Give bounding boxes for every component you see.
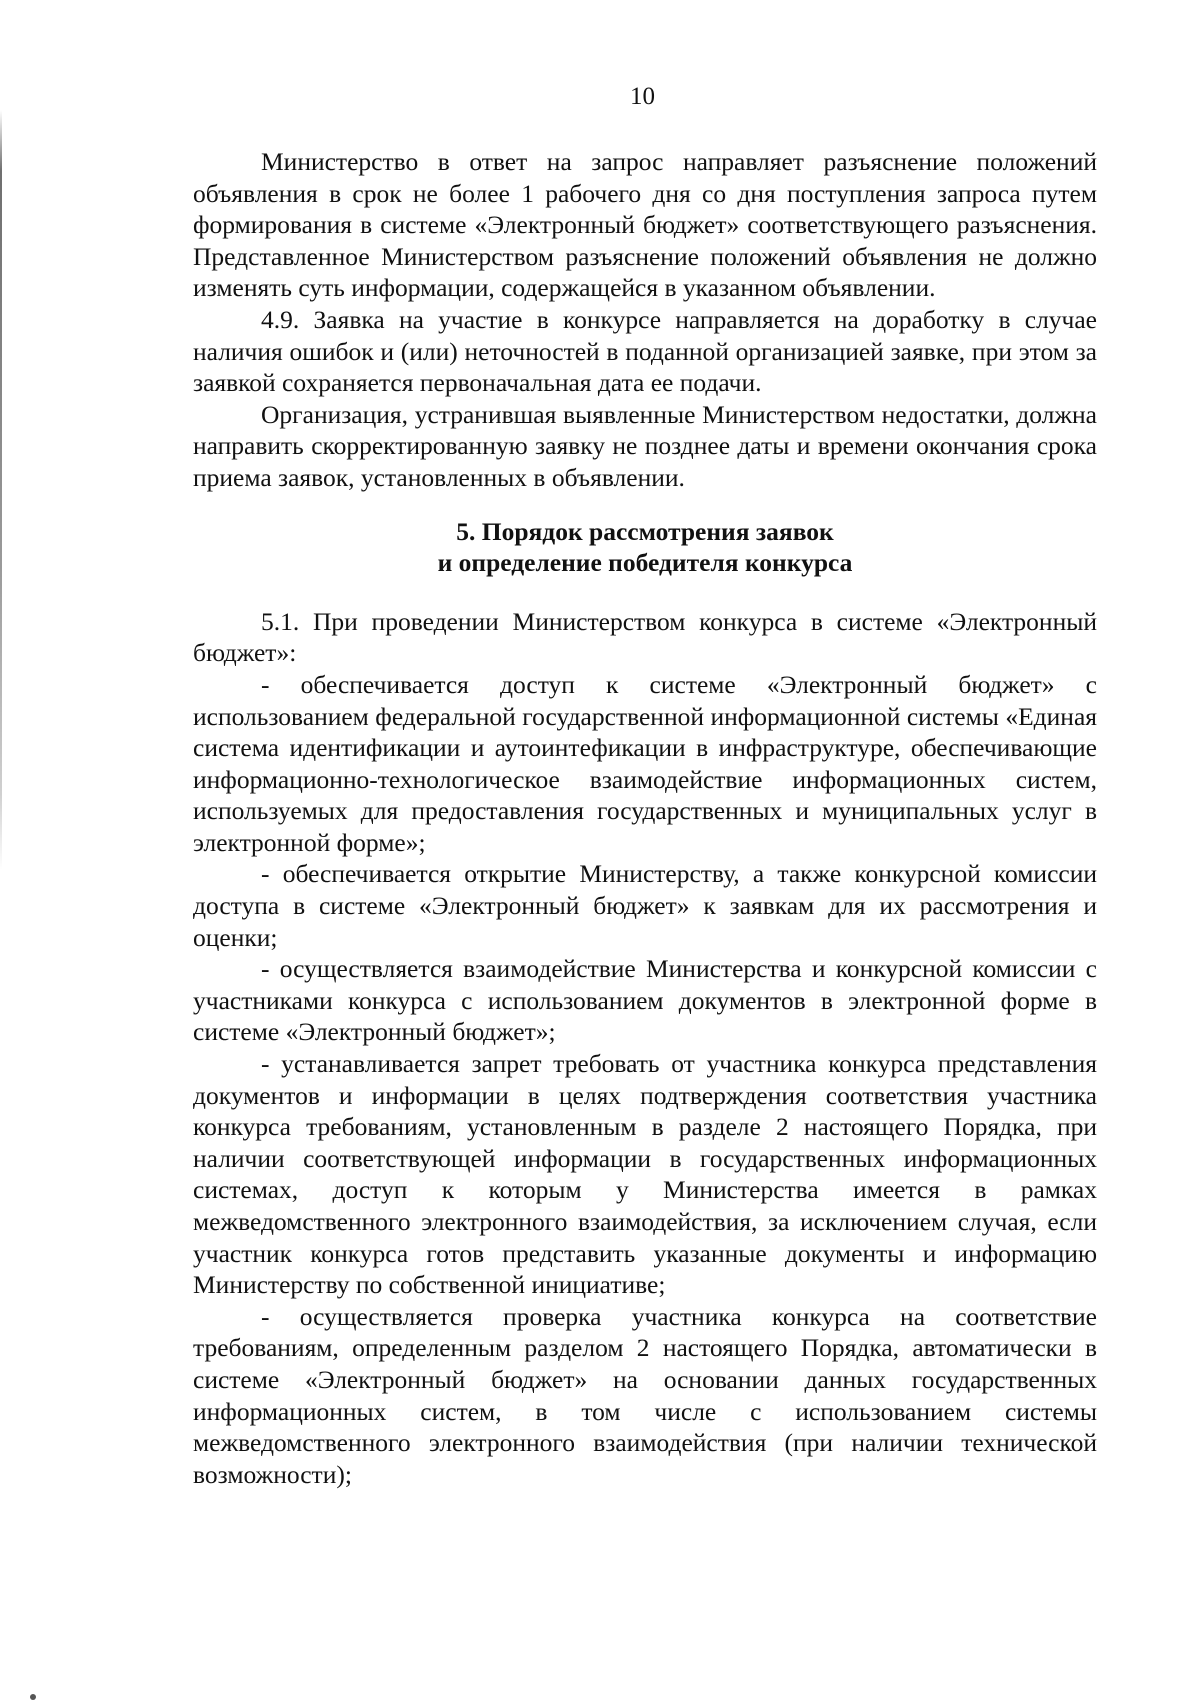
- list-item-prohibition: - устанавливается запрет требовать от участника конкурса представления документов и информации в целях подтверждения соответствия участника конкурса требованиям, установленным в разделе 2 настоящего Порядка, при наличии соответствующей информации в государственных информационных системах, доступ к которым у Министерства имеется в рамках межведомственного электронного взаимодействия, за исключением случая, если участник конкурса готов представить указанные документы и информацию Министерству по собственной инициативе;: [193, 1049, 1097, 1300]
- paragraph-ministry-clarification: Министерство в ответ на запрос направляет разъяснение положений объявления в срок не более 1 рабочего дня со дня поступления запроса путем формирования в системе «Электронный бюджет» соответствующего разъяснения. Представленное Министерством разъяснение положений объявления не должно изменять суть информации, содержащейся в указанном объявлении.: [193, 147, 1097, 303]
- section-heading-line-2: и определение победителя конкурса: [437, 548, 853, 578]
- section-heading-line-1: 5. Порядок рассмотрения заявок: [456, 516, 834, 546]
- paragraph-4-9: 4.9. Заявка на участие в конкурсе направляется на доработку в случае наличия ошибок и (или) неточностей в поданной организацией заявке, при этом за заявкой сохраняется первоначальная дата ее подачи.: [193, 304, 1097, 398]
- page-number: 10: [630, 83, 655, 110]
- paragraph-organization-corrections: Организация, устранившая выявленные Министерством недостатки, должна направить скорректированную заявку не позднее даты и времени окончания срока приема заявок, установленных в объявлении.: [193, 399, 1097, 492]
- paragraph-5-1: 5.1. При проведении Министерством конкурса в системе «Электронный бюджет»:: [193, 606, 1097, 668]
- list-item-access: - обеспечивается доступ к системе «Электронный бюджет» с использованием федеральной государственной информационной системы «Единая система идентификации и аутоинтефикации в инфраструктуре, обеспечивающие информационно-технологическое взаимодействие информационных систем, используемых для предоставления государственных и муниципальных услуг в электронной форме»;: [193, 669, 1097, 857]
- scan-dot-artifact: [30, 1694, 36, 1700]
- scan-edge-artifact: [0, 110, 2, 870]
- list-item-verification: - осуществляется проверка участника конкурса на соответствие требованиям, определенным разделом 2 настоящего Порядка, автоматически в системе «Электронный бюджет» на основании данных государственных информационных систем, в том числе с использованием системы межведомственного электронного взаимодействия (при наличии технической возможности);: [193, 1301, 1097, 1489]
- list-item-interaction: - осуществляется взаимодействие Министерства и конкурсной комиссии с участниками конкурса с использованием документов в электронной форме в системе «Электронный бюджет»;: [193, 954, 1097, 1047]
- list-item-opening-access: - обеспечивается открытие Министерству, а также конкурсной комиссии доступа в системе «Электронный бюджет» к заявкам для их рассмотрения и оценки;: [193, 859, 1097, 952]
- document-body: [193, 146, 1097, 1490]
- section-heading: [193, 516, 1097, 579]
